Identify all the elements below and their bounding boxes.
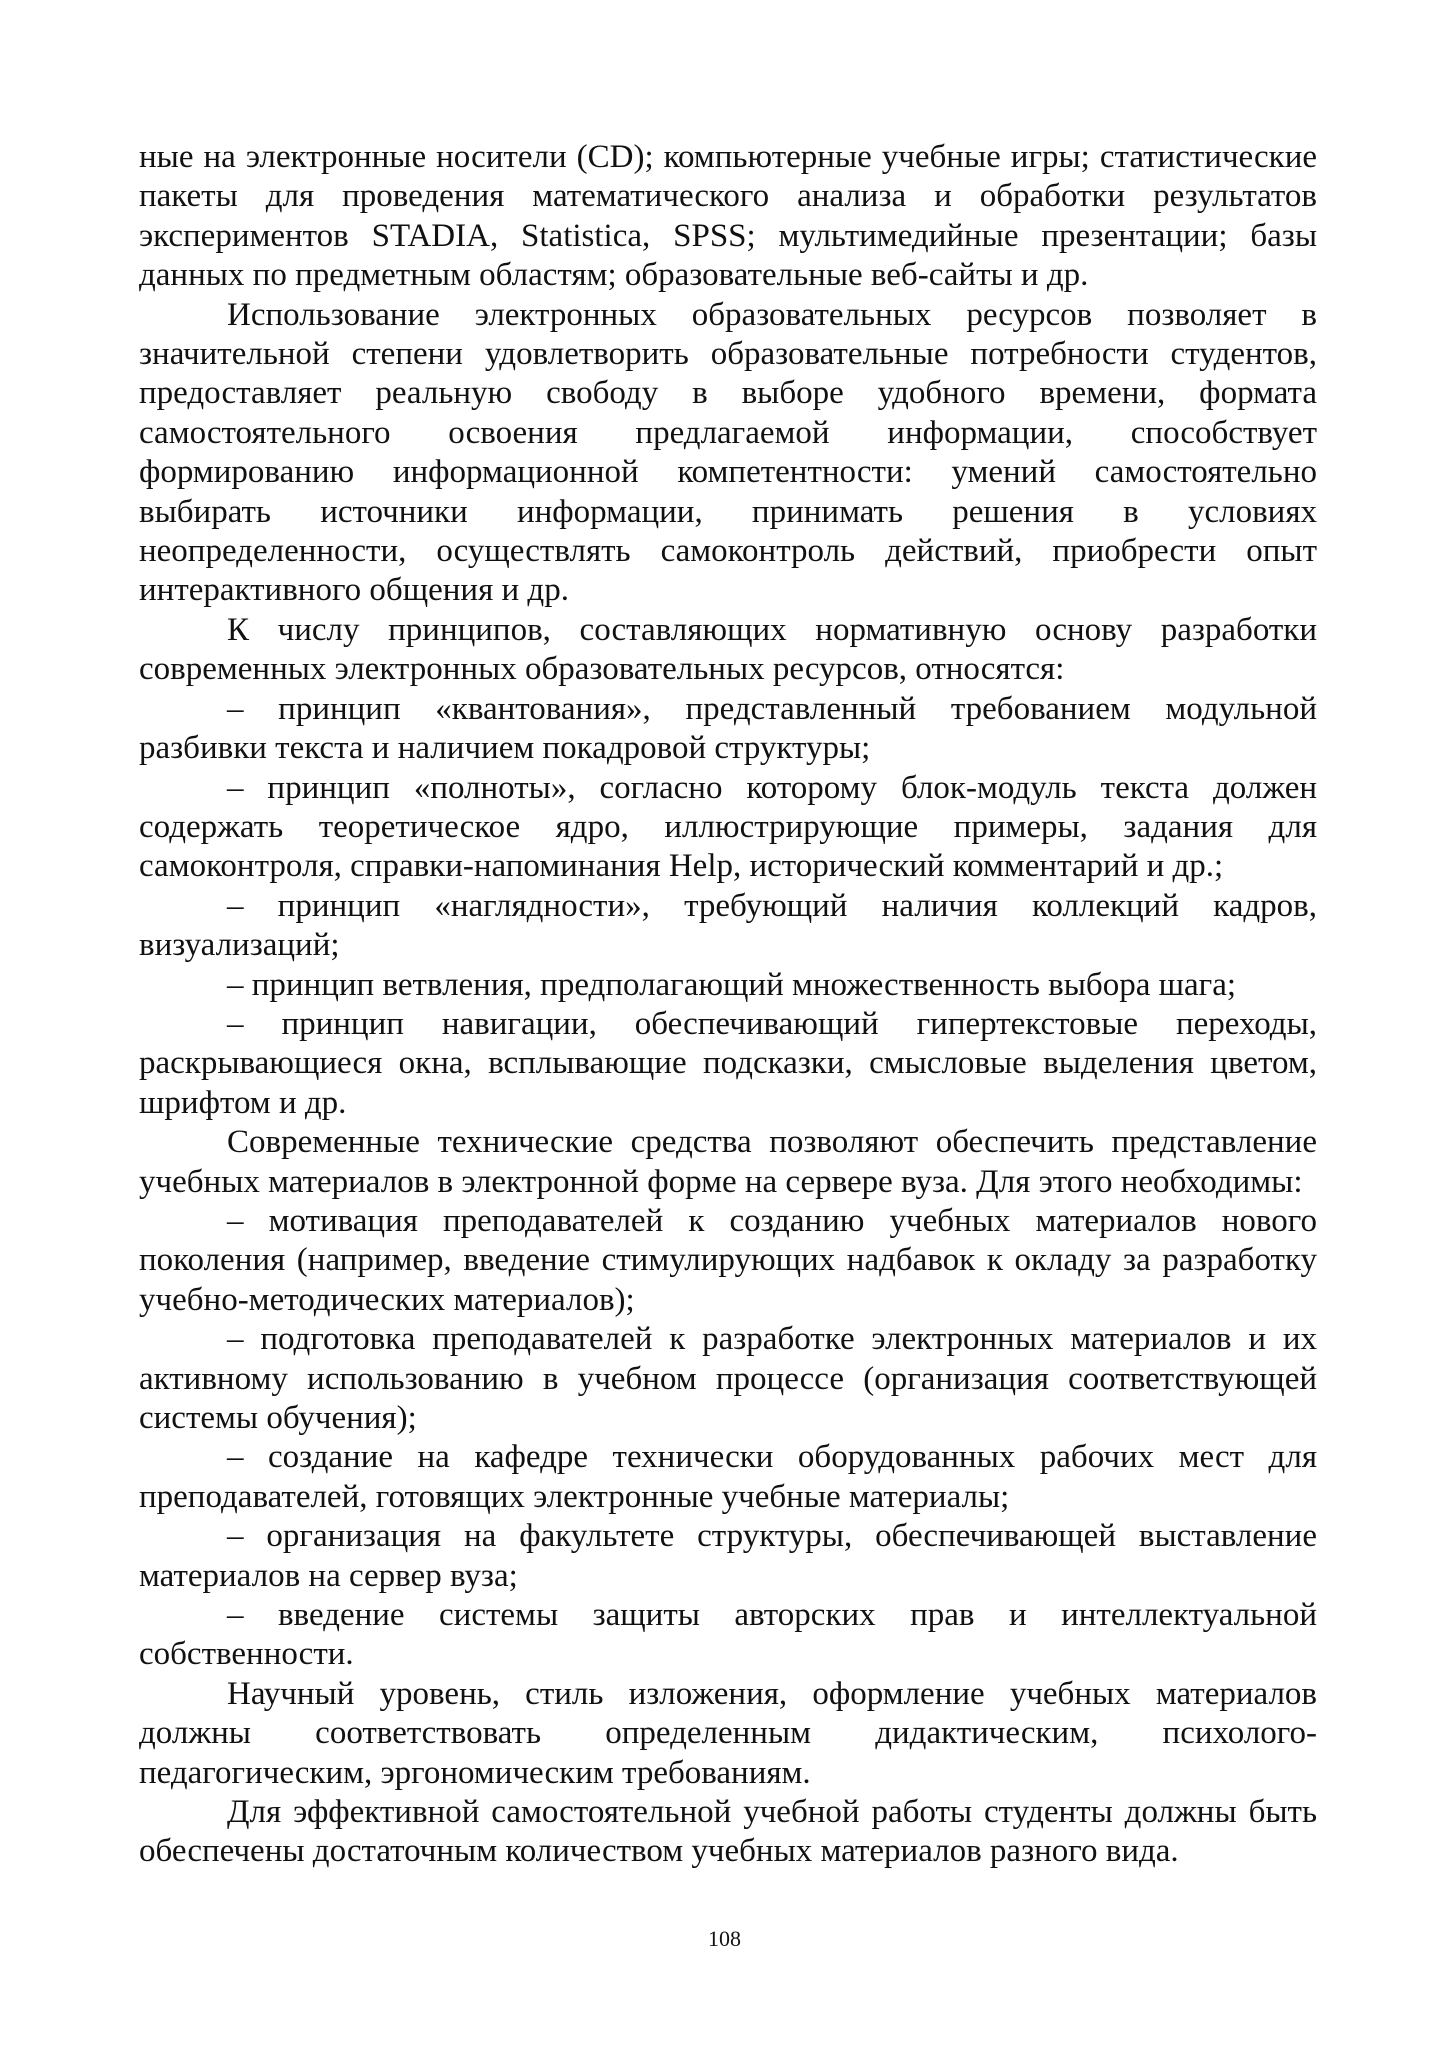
list-item-branching: – принцип ветвления, предполагающий множественность выбора шага;	[227, 966, 1237, 1003]
list-item-motivation: – мотивация преподавателей к созданию учебных материалов нового поколения (например, введение стимулирующих надбавок к окладу за разработку учебно-методических материалов);	[139, 1202, 1317, 1318]
paragraph-requirements: Научный уровень, стиль изложения, оформление учебных материалов должны соответствовать определенным дидактическим, психолого-педагогическим, эргономическим требованиям.	[139, 1675, 1317, 1791]
list-item-training: – подготовка преподавателей к разработке электронных материалов и их активному использованию в учебном процессе (организация соответствующей системы обучения);	[139, 1321, 1317, 1436]
paragraph-continuation: ные на электронные носители (CD); компьютерные учебные игры; статистические пакеты для проведения математического анализа и обработки результатов экспериментов STADIA, Statistica, SPSS; мультимедийные презентации; базы данных по предметным областям; образовательные веб-сайты и др.	[139, 139, 1317, 294]
paragraph-sufficiency: Для эффективной самостоятельной учебной работы студенты должны быть обеспечены достаточным количеством учебных материалов разного вида.	[139, 1794, 1317, 1870]
body-text	[139, 138, 1317, 1872]
list-item-visibility: – принцип «наглядности», требующий наличия коллекций кадров, визуализаций;	[139, 887, 1317, 964]
list-item-workplaces: – создание на кафедре технически оборудованных рабочих мест для преподавателей, готовящих электронные учебные материалы;	[139, 1439, 1317, 1515]
list-item-structure: – организация на факультете структуры, обеспечивающей выставление материалов на сервер вуза;	[139, 1518, 1317, 1594]
paragraph-eor-usage: Использование электронных образовательных ресурсов позволяет в значительной степени удовлетворить образовательные потребности студентов, предоставляет реальную свободу в выборе удобного времени, формата самостоятельного освоения предлагаемой информации, способствует формированию информационной компетентности: умений самостоятельно выбирать источники информации, принимать решения в условиях неопределенности, осуществлять самоконтроль действий, приобрести опыт интерактивного общения и др.	[139, 296, 1317, 609]
list-item-copyright: – введение системы защиты авторских прав и интеллектуальной собственности.	[139, 1597, 1317, 1673]
list-item-quantization: – принцип «квантования», представленный требованием модульной разбивки текста и наличием покадровой структуры;	[139, 690, 1317, 767]
list-item-navigation: – принцип навигации, обеспечивающий гипертекстовые переходы, раскрывающиеся окна, всплывающие подсказки, смысловые выделения цветом, шрифтом и др.	[139, 1005, 1317, 1121]
paragraph-principles-intro: К числу принципов, составляющих нормативную основу разработки современных электронных образовательных ресурсов, относятся:	[139, 611, 1317, 688]
list-item-completeness: – принцип «полноты», согласно которому блок-модуль текста должен содержать теоретическое ядро, иллюстрирующие примеры, задания для самоконтроля, справки-напоминания Help, исторический комментарий и др.;	[139, 769, 1317, 885]
paragraph-technical-means: Современные технические средства позволяют обеспечить представление учебных материалов в электронной форме на сервере вуза. Для этого необходимы:	[139, 1124, 1317, 1200]
page-number: 108	[708, 1926, 741, 1951]
